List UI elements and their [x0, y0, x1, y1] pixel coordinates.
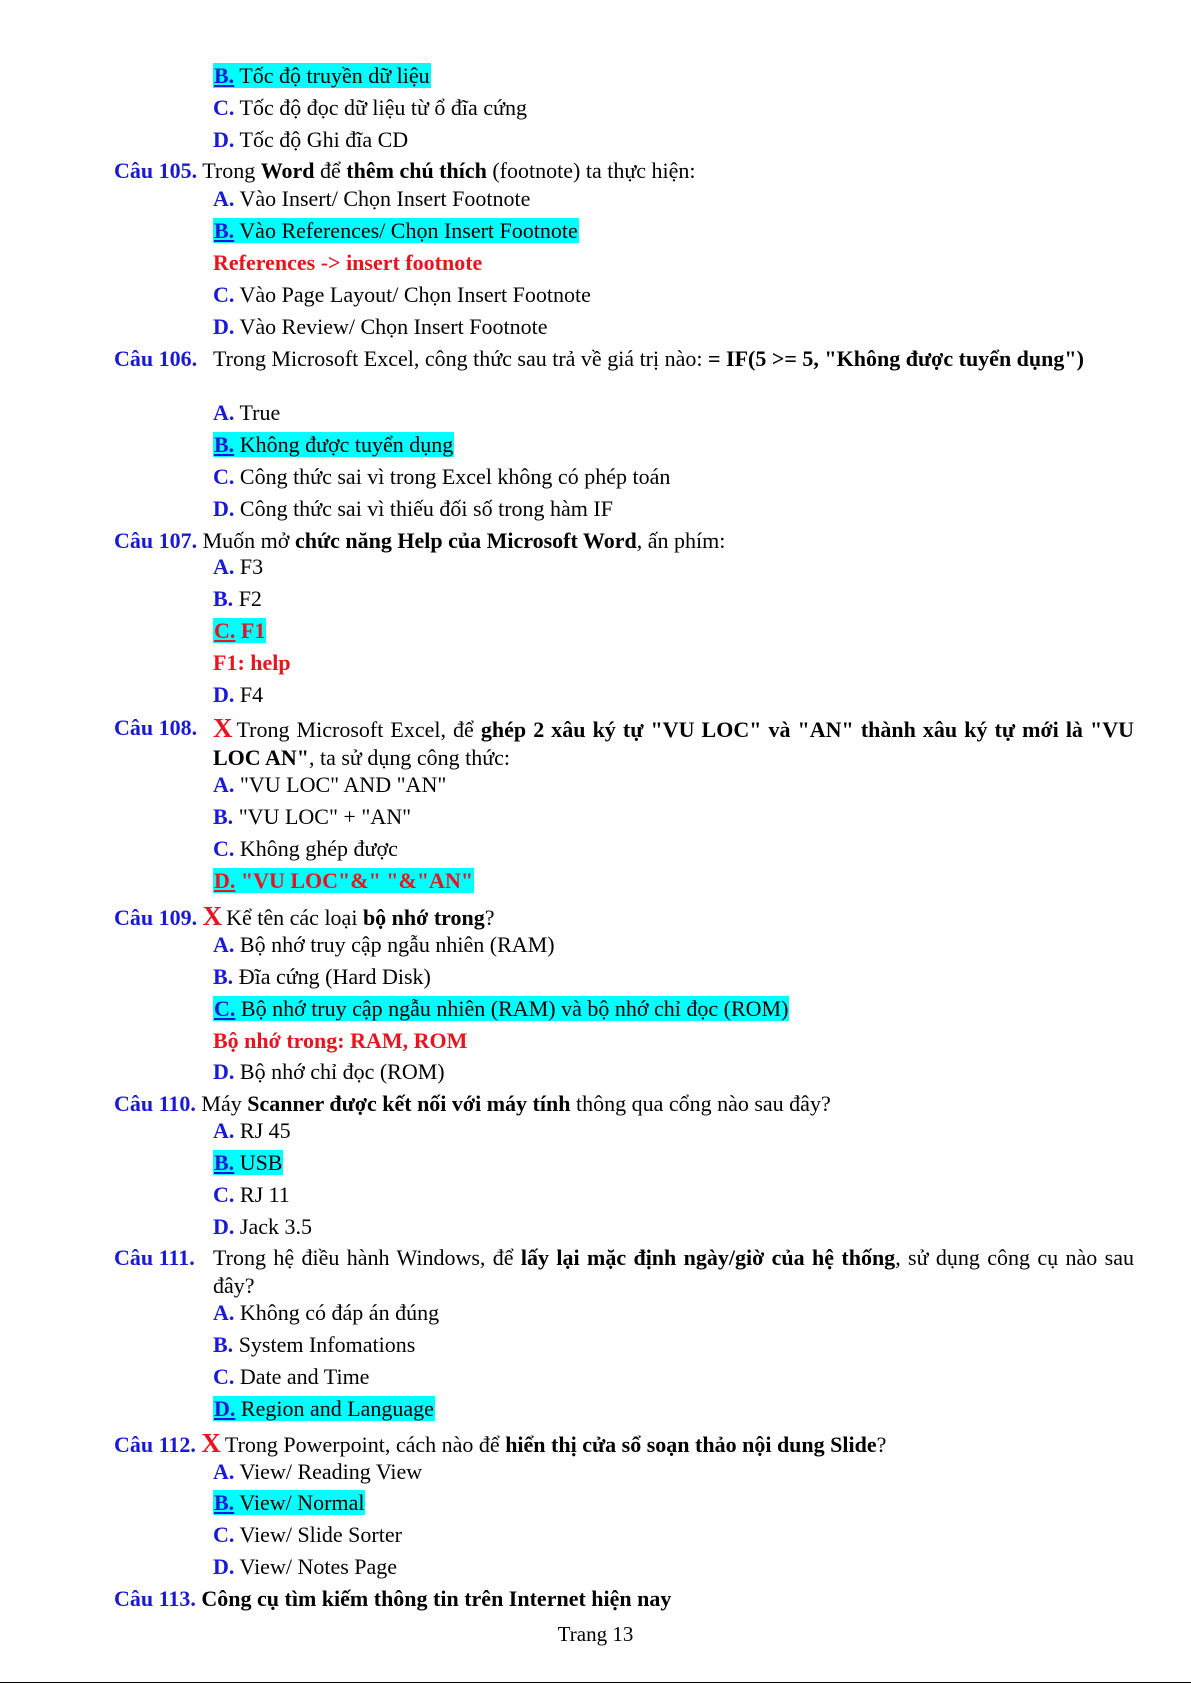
- option-letter: B.: [213, 804, 234, 829]
- option-text: View/ Reading View: [239, 1459, 423, 1484]
- option-d-correct: [213, 1395, 435, 1423]
- x-mark-icon: X: [202, 901, 223, 931]
- option-text: System Infomations: [238, 1332, 416, 1357]
- option-text: Công thức sai vì trong Excel không có phép toán: [239, 464, 671, 489]
- option-b: [213, 62, 431, 90]
- page-number: Trang 13: [557, 1622, 634, 1646]
- question-113: [114, 1585, 671, 1613]
- option-text: F2: [238, 586, 262, 611]
- option-d: [213, 1553, 397, 1581]
- option-letter: A.: [213, 400, 235, 425]
- option-letter: C.: [214, 996, 236, 1021]
- question-number: Câu 105.: [114, 158, 198, 183]
- option-text: "VU LOC" AND "AN": [239, 772, 447, 797]
- option-text: Không được tuyển dụng: [239, 432, 454, 457]
- option-text: F1: [240, 618, 266, 643]
- option-text: Công thức sai vì thiếu đối số trong hàm IF: [239, 496, 613, 521]
- question-text: , sử dụng công cụ nào sau đây?: [213, 1245, 1134, 1298]
- question-text: Trong: [202, 158, 261, 183]
- option-b: [213, 1331, 415, 1359]
- question-number: Câu 107.: [114, 528, 198, 553]
- question-text: ?: [484, 905, 495, 930]
- option-text: Bộ nhớ truy cập ngẫu nhiên (RAM) và bộ nhớ chỉ đọc (ROM): [240, 996, 789, 1021]
- option-b-correct: [213, 1489, 365, 1517]
- option-a: [213, 553, 263, 581]
- option-text: Jack 3.5: [239, 1214, 312, 1239]
- option-letter: C.: [213, 282, 235, 307]
- question-105: [114, 157, 696, 185]
- answer-note: References -> insert footnote: [213, 250, 483, 275]
- question-keyword: Word: [260, 158, 315, 183]
- question-111-text: [213, 1244, 1134, 1300]
- option-text: F4: [239, 682, 264, 707]
- option-letter: A.: [213, 1300, 235, 1325]
- answer-note: Bộ nhớ trong: RAM, ROM: [213, 1028, 468, 1053]
- question-number: Câu 111.: [114, 1245, 195, 1270]
- option-c: [213, 1521, 402, 1549]
- option-letter: B.: [213, 586, 234, 611]
- option-text: Vào References/ Chọn Insert Footnote: [239, 218, 578, 243]
- answer-note: F1: help: [213, 650, 291, 675]
- option-b: [213, 963, 431, 991]
- question-111: [114, 1244, 195, 1272]
- question-106: [114, 345, 197, 373]
- bottom-divider: [0, 1682, 1191, 1683]
- option-text: RJ 45: [239, 1118, 291, 1143]
- option-c: [213, 281, 591, 309]
- option-d: [213, 681, 263, 709]
- option-text: Tốc độ đọc dữ liệu từ ổ đĩa cứng: [239, 95, 527, 120]
- option-letter: A.: [213, 932, 235, 957]
- question-107: [114, 527, 725, 555]
- option-letter: B.: [214, 218, 235, 243]
- option-text: Bộ nhớ truy cập ngẫu nhiên (RAM): [239, 932, 555, 957]
- option-letter: D.: [213, 682, 235, 707]
- question-keyword: chức năng Help của Microsoft Word: [294, 528, 637, 553]
- option-letter: B.: [213, 964, 234, 989]
- option-text: View/ Notes Page: [239, 1554, 398, 1579]
- option-text: "VU LOC"&" "&"AN": [240, 868, 474, 893]
- option-letter: C.: [213, 464, 235, 489]
- question-keyword: lấy lại mặc định ngày/giờ của hệ thống: [520, 1245, 896, 1270]
- x-mark-icon: X: [213, 713, 233, 743]
- option-text: USB: [239, 1150, 283, 1175]
- option-letter: C.: [213, 95, 235, 120]
- question-keyword: Scanner được kết nối với máy tính: [247, 1091, 571, 1116]
- option-b: [213, 585, 262, 613]
- option-text: RJ 11: [239, 1182, 290, 1207]
- option-d: [213, 313, 547, 341]
- option-d: [213, 126, 408, 154]
- option-text: Không có đáp án đúng: [239, 1300, 440, 1325]
- option-letter: A.: [213, 186, 235, 211]
- question-text: Trong Microsoft Excel, để: [236, 717, 481, 742]
- option-d: [213, 495, 613, 523]
- question-text: (footnote) ta thực hiện:: [486, 158, 696, 183]
- question-text: Trong Microsoft Excel, công thức sau trả về giá trị nào:: [213, 346, 708, 371]
- option-c: [213, 463, 670, 491]
- option-text: Bộ nhớ chỉ đọc (ROM): [239, 1059, 445, 1084]
- question-112: [114, 1429, 886, 1459]
- option-letter: C.: [213, 1364, 235, 1389]
- option-letter: A.: [213, 772, 235, 797]
- question-text: , ấn phím:: [636, 528, 726, 553]
- question-text: , ta sử dụng công thức:: [308, 745, 510, 770]
- question-text: Muốn mở: [202, 528, 295, 553]
- question-number: Câu 109.: [114, 905, 198, 930]
- option-letter: A.: [213, 1459, 235, 1484]
- option-a: [213, 1299, 439, 1327]
- option-c: [213, 94, 527, 122]
- option-text: Region and Language: [240, 1396, 434, 1421]
- question-109: [114, 902, 495, 932]
- question-text: Trong Powerpoint, cách nào để: [224, 1432, 506, 1457]
- option-text: Không ghép được: [239, 836, 398, 861]
- option-c-correct: [213, 995, 789, 1023]
- x-mark-icon: X: [201, 1428, 221, 1458]
- option-a: [213, 185, 530, 213]
- option-letter: D.: [213, 314, 235, 339]
- option-letter: C.: [213, 836, 235, 861]
- option-text: "VU LOC" + "AN": [238, 804, 412, 829]
- question-number: Câu 108.: [114, 715, 198, 740]
- option-letter: C.: [214, 618, 236, 643]
- option-d: [213, 1058, 445, 1086]
- question-keyword: bộ nhớ trong: [362, 905, 485, 930]
- question-text: Kể tên các loại: [226, 905, 363, 930]
- option-text: Vào Review/ Chọn Insert Footnote: [239, 314, 548, 339]
- option-a: [213, 931, 555, 959]
- question-text: để: [314, 158, 347, 183]
- question-keyword: hiển thị cửa sổ soạn thảo nội dung Slide: [505, 1432, 877, 1457]
- option-letter: B.: [214, 432, 235, 457]
- question-108: [114, 714, 197, 742]
- question-keyword: = IF(5 >= 5, "Không được tuyển dụng"): [708, 346, 1084, 371]
- option-d: [213, 1213, 312, 1241]
- option-letter: A.: [213, 1118, 235, 1143]
- option-letter: D.: [214, 868, 236, 893]
- option-text: View/ Normal: [239, 1490, 365, 1515]
- option-letter: D.: [213, 1554, 235, 1579]
- option-b-correct: [213, 431, 454, 459]
- question-number: Câu 106.: [114, 346, 198, 371]
- question-110: [114, 1090, 831, 1118]
- option-text: Tốc độ truyền dữ liệu: [239, 63, 430, 88]
- option-letter: B.: [213, 1332, 234, 1357]
- option-a: [213, 1458, 422, 1486]
- option-letter: B.: [214, 63, 235, 88]
- question-keyword: ghép 2 xâu ký tự "VU LOC" và "AN" thành xâu ký tự mới là "VU LOC AN": [213, 717, 1134, 770]
- question-106-text: [213, 345, 1134, 373]
- option-a: [213, 771, 446, 799]
- option-b-correct: [213, 217, 579, 245]
- option-letter: D.: [214, 1396, 236, 1421]
- option-text: F3: [239, 554, 264, 579]
- option-text: Vào Page Layout/ Chọn Insert Footnote: [239, 282, 591, 307]
- option-letter: C.: [213, 1522, 235, 1547]
- option-a: [213, 399, 280, 427]
- question-text: Trong hệ điều hành Windows, để: [213, 1245, 521, 1270]
- option-letter: D.: [213, 127, 235, 152]
- option-c: [213, 835, 398, 863]
- question-text: Máy: [201, 1091, 248, 1116]
- question-number: Câu 113.: [114, 1586, 196, 1611]
- option-d-correct: [213, 867, 474, 895]
- option-text: Đĩa cứng (Hard Disk): [238, 964, 431, 989]
- option-text: Tốc độ Ghi đĩa CD: [239, 127, 409, 152]
- question-keyword: Công cụ tìm kiếm thông tin trên Internet hiện nay: [201, 1586, 672, 1611]
- option-c-correct: [213, 617, 266, 645]
- option-text: View/ Slide Sorter: [239, 1522, 402, 1547]
- option-b: [213, 803, 411, 831]
- option-b-correct: [213, 1149, 283, 1177]
- option-c: [213, 1363, 369, 1391]
- option-letter: D.: [213, 496, 235, 521]
- question-number: Câu 110.: [114, 1091, 196, 1116]
- option-letter: C.: [213, 1182, 235, 1207]
- option-letter: A.: [213, 554, 235, 579]
- question-text: thông qua cổng nào sau đây?: [570, 1091, 831, 1116]
- option-letter: D.: [213, 1059, 235, 1084]
- option-letter: B.: [214, 1490, 235, 1515]
- option-text: True: [239, 400, 281, 425]
- question-number: Câu 112.: [114, 1432, 196, 1457]
- option-letter: B.: [214, 1150, 235, 1175]
- option-a: [213, 1117, 291, 1145]
- option-text: Vào Insert/ Chọn Insert Footnote: [239, 186, 531, 211]
- question-108-text: [213, 714, 1134, 772]
- question-text: ?: [876, 1432, 887, 1457]
- option-text: Date and Time: [239, 1364, 370, 1389]
- option-letter: D.: [213, 1214, 235, 1239]
- option-c: [213, 1181, 290, 1209]
- question-keyword: thêm chú thích: [346, 158, 487, 183]
